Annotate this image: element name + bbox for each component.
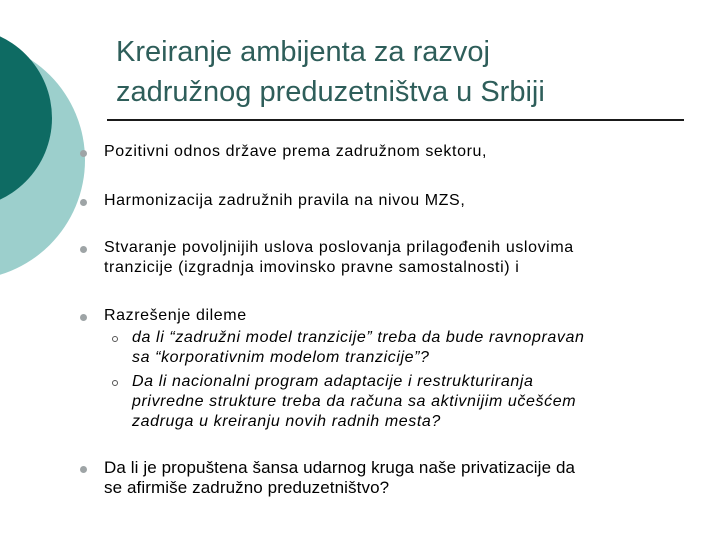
- sub-bullet-line: privredne strukture treba da računa sa aktivnijim učešćem: [132, 393, 577, 410]
- title-line-1: Kreiranje ambijenta za razvoj: [116, 36, 490, 68]
- sub-bullet-line: da li “zadružni model tranzicije” treba da bude ravnopravan: [132, 329, 585, 346]
- sub-bullet-text: [132, 372, 682, 432]
- sub-bullet-ring: [112, 336, 118, 342]
- bullet-text: [104, 458, 684, 498]
- bullet-line: Da li je propuštena šansa udarnog kruga naše privatizacije da: [104, 458, 576, 477]
- bullet-text: Pozitivni odnos države prema zadružnom sektoru,: [104, 143, 488, 160]
- sub-bullet-line: zadruga u kreiranju novih radnih mesta?: [132, 413, 441, 430]
- bullet-dot: [80, 150, 87, 157]
- bullet-dot: [80, 246, 87, 253]
- sub-bullet-text: [132, 328, 682, 368]
- title-line-2: zadružnog preduzetništva u Srbiji: [116, 76, 545, 108]
- bullet-dot: [80, 466, 87, 473]
- bullet-line: tranzicije (izgradnja imovinsko pravne samostalnosti) i: [104, 259, 520, 276]
- bullet-line: Stvaranje povoljnijih uslova poslovanja prilagođenih uslovima: [104, 239, 574, 256]
- sub-bullet-line: sa “korporativnim modelom tranzicije”?: [132, 349, 430, 366]
- bullet-text: [104, 238, 684, 278]
- sub-bullet-line: Da li nacionalni program adaptacije i restrukturiranja: [132, 373, 534, 390]
- sub-bullet-ring: [112, 380, 118, 386]
- bullet-line: se afirmiše zadružno preduzetništvo?: [104, 478, 390, 497]
- bullet-dot: [80, 314, 87, 321]
- bullet-text: Razrešenje dileme: [104, 307, 247, 324]
- bullet-text: Harmonizacija zadružnih pravila na nivou MZS,: [104, 192, 466, 209]
- bullet-dot: [80, 199, 87, 206]
